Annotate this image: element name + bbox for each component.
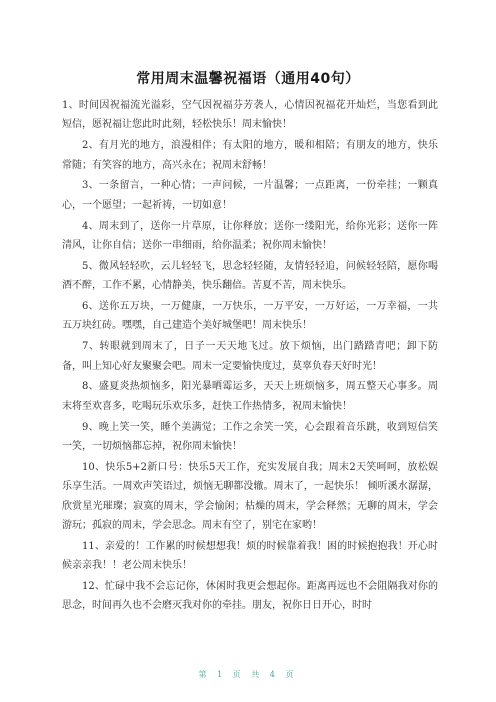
paragraph-5: 5、微风轻轻吹，云儿轻轻飞，思念轻轻随，友情轻轻追，问候轻轻陪，愿你喝酒不醉，工作不累，心情静美，快乐翻倍。苦夏不苦，周末快乐。 [62, 260, 438, 292]
paragraph-11: 11、亲爱的！工作累的时候想想我！烦的时候靠着我！困的时候抱抱我！开心时候亲亲我！！老公周末快乐！ [62, 540, 438, 572]
paragraph-12: 12、忙碌中我不会忘记你，休闲时我更会想起你。距离再远也不会阻隔我对你的思念，时间再久也不会磨灭我对你的牵挂。朋友，祝你日日开心，时时 [62, 581, 438, 612]
paragraph-1: 1、时间因祝福流光溢彩，空气因祝福芬芳袭人，心情因祝福花开灿烂，当您看到此短信，愿祝福让您此时此刻，轻松快乐！周末愉快！ [62, 100, 438, 131]
paragraph-9: 9、晚上笑一笑，睡个美满觉；工作之余笑一笑，心会跟着音乐跳，收到短信笑一笑，一切烦恼都忘掉，祝你周末愉快！ [62, 421, 438, 453]
page-title: 常用周末温馨祝福语（通用40句） [136, 71, 360, 87]
paragraph-2: 2、有月光的地方，浪漫相伴；有太阳的地方，暖和相陪；有朋友的地方，快乐常随；有笑容的地方，高兴永在；祝周末舒畅！ [62, 140, 438, 171]
paragraph-3: 3、一条留言，一种心情；一声问候，一片温馨；一点距离，一份牵挂；一颗真心，一个愿望；一起祈祷，一切如意！ [62, 180, 438, 211]
paragraph-10: 10、快乐5+2新口号：快乐5天工作，充实发展自我；周末2天笑呵呵，放松娱乐享生活。一周欢声笑语过，烦恼无聊都没辙。周末了，一起快乐！ 倾听溪水潺潺，欣赏星光璀璨；寂寞的周末，学会愉闲；枯燥的周末，学会释然；无聊的周末，学会游玩；孤寂的周末，学会思念。周末有空了，别宅在家哟！ [62, 461, 438, 532]
page-footer: 第 1 页 共 4 页 [198, 670, 298, 679]
paragraph-4: 4、周末到了，送你一片草原，让你释放；送你一缕阳光，给你光彩；送你一阵清风，让你自信；送你一串细雨，给你温柔；祝你周末愉快！ [62, 220, 438, 252]
paragraph-6: 6、送你五万块，一万健康，一万快乐，一万平安，一万好运，一万幸福，一共五万块红砖。嘿嘿，自己建造个美好城堡吧！周末快乐！ [62, 301, 438, 332]
paragraph-7: 7、转眼就到周末了，日子一天天地飞过。放下烦恼，出门踏踏青吧；卸下防备，叫上知心好友聚聚会吧。周末一定要愉快度过，莫辜负春天好时光！ [62, 341, 438, 372]
document-body [62, 96, 438, 617]
paragraph-8: 8、盛夏炎热烦恼多，阳光暴晒霉运多，天天上班烦恼多，周五整天心事多。周末将至欢喜多，吃喝玩乐欢乐多，赶快工作热情多，祝周末愉快！ [62, 381, 438, 412]
